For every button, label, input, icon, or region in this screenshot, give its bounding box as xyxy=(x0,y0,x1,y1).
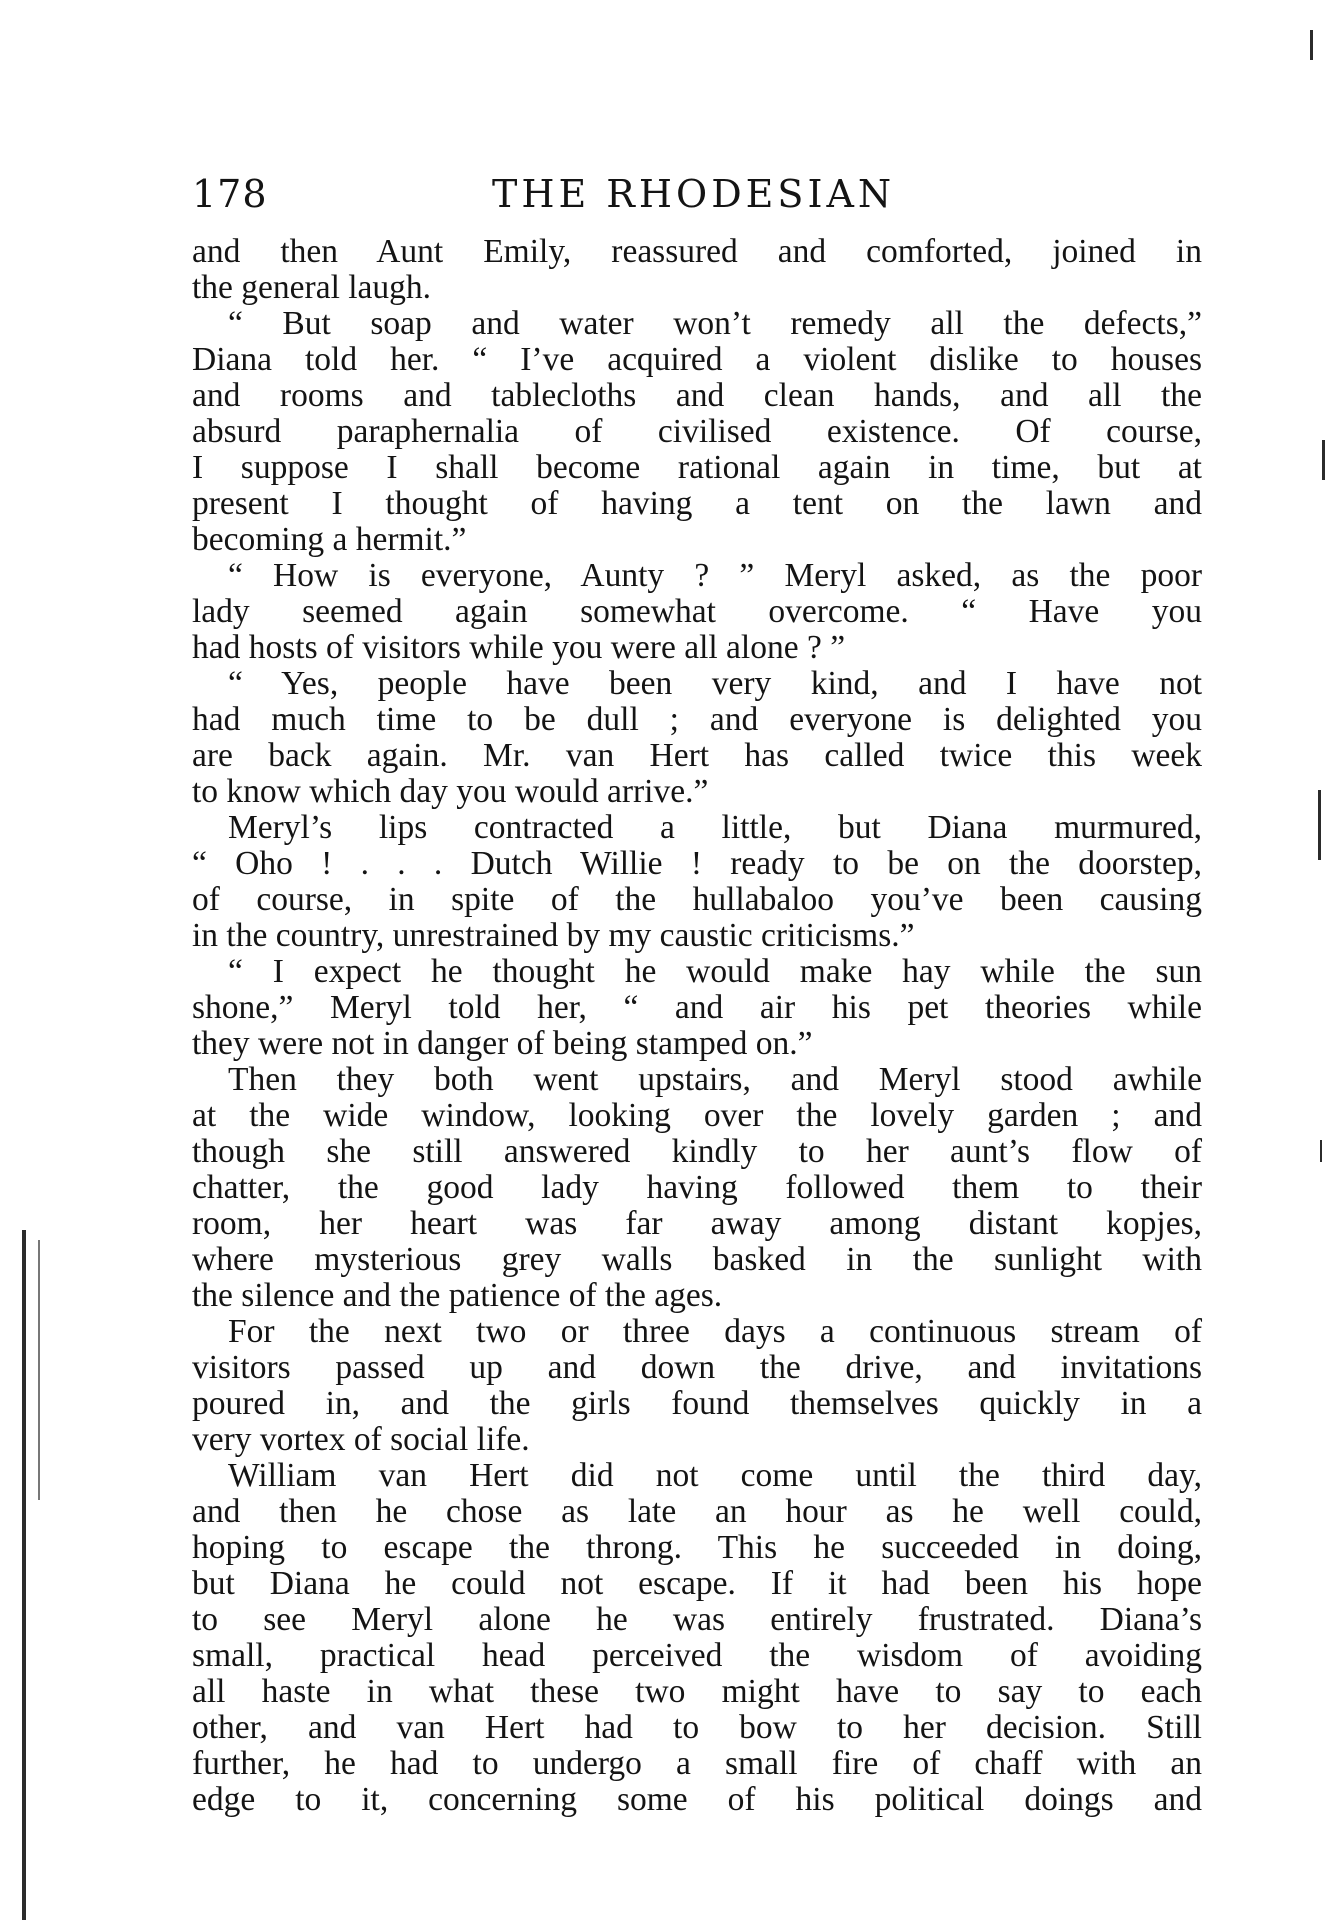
text-line: hoping to escape the throng. This he succeeded in doing, xyxy=(192,1529,1202,1566)
text-line: had hosts of visitors while you were all alone ? ” xyxy=(192,629,846,666)
scan-edge-mark-left-thin xyxy=(38,1240,40,1500)
text-line: the general laugh. xyxy=(192,269,432,306)
text-line: “ But soap and water won’t remedy all the defects,” xyxy=(228,305,1202,342)
page-number: 178 xyxy=(192,172,268,216)
text-line: lady seemed again somewhat overcome. “ Have you xyxy=(192,593,1202,630)
text-line: Diana told her. “ I’ve acquired a violent dislike to houses xyxy=(192,341,1202,378)
running-title: THE RHODESIAN xyxy=(492,172,896,216)
text-line: at the wide window, looking over the lovely garden ; and xyxy=(192,1097,1202,1134)
text-line: are back again. Mr. van Hert has called twice this week xyxy=(192,737,1202,774)
text-line: becoming a hermit.” xyxy=(192,521,467,558)
body-text xyxy=(192,234,1202,1818)
text-line: to see Meryl alone he was entirely frustrated. Diana’s xyxy=(192,1601,1202,1638)
text-line: “ Yes, people have been very kind, and I have not xyxy=(228,665,1202,702)
text-line: absurd paraphernalia of civilised existence. Of course, xyxy=(192,413,1202,450)
scan-edge-mark-left xyxy=(22,1230,26,1920)
text-line: in the country, unrestrained by my caustic criticisms.” xyxy=(192,917,915,954)
text-line: room, her heart was far away among distant kopjes, xyxy=(192,1205,1202,1242)
text-line: For the next two or three days a continuous stream of xyxy=(228,1313,1202,1350)
text-line: Meryl’s lips contracted a little, but Diana murmured, xyxy=(228,809,1202,846)
text-line: visitors passed up and down the drive, and invitations xyxy=(192,1349,1202,1386)
text-line: Then they both went upstairs, and Meryl stood awhile xyxy=(228,1061,1202,1098)
scan-edge-mark-top-right xyxy=(1310,30,1313,60)
text-line: the silence and the patience of the ages. xyxy=(192,1277,723,1314)
text-line: poured in, and the girls found themselves quickly in a xyxy=(192,1385,1202,1422)
text-line: they were not in danger of being stamped on.” xyxy=(192,1025,813,1062)
text-line: of course, in spite of the hullabaloo you’ve been causing xyxy=(192,881,1202,918)
text-line: I suppose I shall become rational again in time, but at xyxy=(192,449,1202,486)
text-line: shone,” Meryl told her, “ and air his pet theories while xyxy=(192,989,1202,1026)
text-line: all haste in what these two might have to say to each xyxy=(192,1673,1202,1710)
text-line: further, he had to undergo a small fire of chaff with an xyxy=(192,1745,1202,1782)
text-line: “ How is everyone, Aunty ? ” Meryl asked, as the poor xyxy=(228,557,1202,594)
scan-edge-mark-right-2 xyxy=(1318,790,1321,860)
text-line: “ Oho ! . . . Dutch Willie ! ready to be on the doorstep, xyxy=(192,845,1202,882)
text-line: and then he chose as late an hour as he well could, xyxy=(192,1493,1202,1530)
text-line: William van Hert did not come until the third day, xyxy=(228,1457,1202,1494)
text-line: “ I expect he thought he would make hay while the sun xyxy=(228,953,1202,990)
text-line: chatter, the good lady having followed them to their xyxy=(192,1169,1202,1206)
text-line: though she still answered kindly to her aunt’s flow of xyxy=(192,1133,1202,1170)
scan-edge-mark-right-3 xyxy=(1320,1140,1322,1162)
text-line: very vortex of social life. xyxy=(192,1421,530,1458)
text-line: other, and van Hert had to bow to her decision. Still xyxy=(192,1709,1202,1746)
text-line: edge to it, concerning some of his political doings and xyxy=(192,1781,1202,1818)
page-header xyxy=(192,168,1202,220)
scan-edge-mark-right-1 xyxy=(1322,440,1325,480)
text-line: to know which day you would arrive.” xyxy=(192,773,709,810)
text-line: but Diana he could not escape. If it had been his hope xyxy=(192,1565,1202,1602)
text-line: present I thought of having a tent on the lawn and xyxy=(192,485,1202,522)
text-line: where mysterious grey walls basked in the sunlight with xyxy=(192,1241,1202,1278)
text-line: and rooms and tablecloths and clean hands, and all the xyxy=(192,377,1202,414)
text-line: and then Aunt Emily, reassured and comforted, joined in xyxy=(192,233,1202,270)
text-line: had much time to be dull ; and everyone is delighted you xyxy=(192,701,1202,738)
text-line: small, practical head perceived the wisdom of avoiding xyxy=(192,1637,1202,1674)
